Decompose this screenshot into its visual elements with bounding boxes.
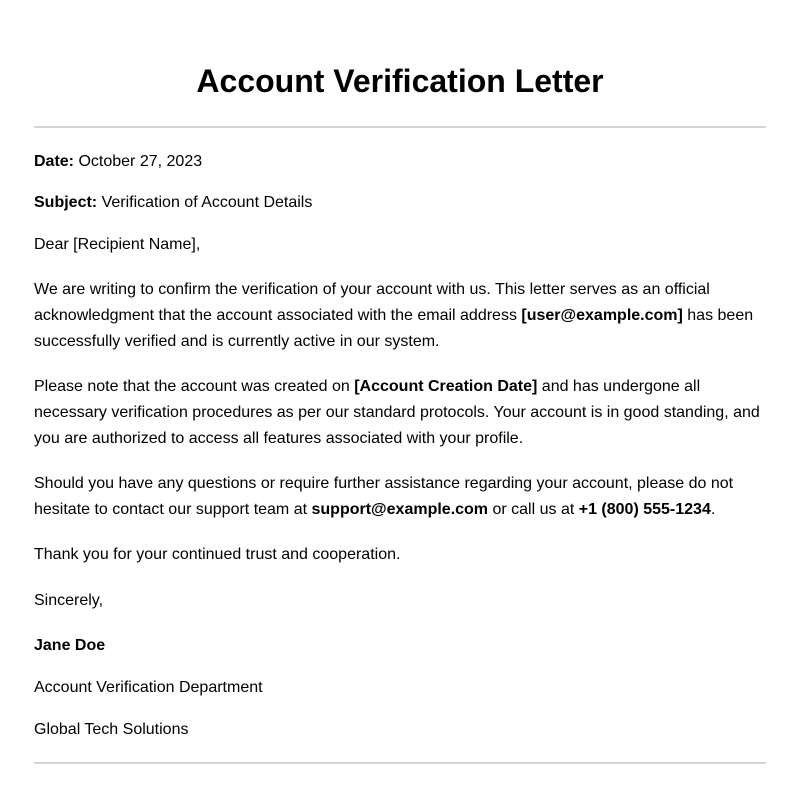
letter-title: Account Verification Letter — [196, 63, 604, 99]
subject-line — [34, 190, 766, 216]
paragraph-support — [34, 471, 766, 523]
paragraph-account-status — [34, 374, 766, 452]
date-line — [34, 149, 766, 175]
paragraph-verification-text-1: We are writing to confirm the verification of your account with us. This letter serves as an official acknowledgment that the account associated with the email address — [34, 281, 710, 324]
user-email: [user@example.com] — [521, 307, 683, 324]
paragraph-account-status-text-2: and has undergone all necessary verification procedures as per our standard protocols. Your account is in good standing, and you are authorized to access all features associated with your profile. — [34, 378, 760, 447]
signer-name — [34, 633, 766, 659]
paragraph-verification-text-2: has been successfully verified and is currently active in our system. — [34, 307, 754, 350]
closing-line: Sincerely, — [34, 592, 104, 609]
support-email: support@example.com — [311, 501, 489, 518]
paragraph-support-text-1: Should you have any questions or require further assistance regarding your account, please do not hesitate to contact our support team at — [34, 475, 734, 518]
date-label: Date: — [34, 153, 75, 170]
subject-label: Subject: — [34, 194, 98, 211]
paragraph-support-text-3: . — [710, 501, 716, 518]
paragraph-account-status-text-1: Please note that the account was created on — [34, 378, 355, 395]
signer-name-text: Jane Doe — [34, 637, 106, 654]
salutation: Dear [Recipient Name], — [34, 236, 201, 253]
bottom-divider — [34, 762, 766, 764]
date-value: October 27, 2023 — [78, 153, 203, 170]
signer-company: Global Tech Solutions — [34, 721, 189, 738]
top-divider — [34, 126, 766, 128]
paragraph-verification — [34, 277, 766, 355]
support-phone: +1 (800) 555-1234 — [578, 501, 711, 518]
account-creation-date: [Account Creation Date] — [354, 378, 538, 395]
paragraph-support-text-2: or call us at — [488, 501, 579, 518]
signer-department: Account Verification Department — [34, 679, 263, 696]
thanks-line: Thank you for your continued trust and cooperation. — [34, 546, 401, 563]
subject-value: Verification of Account Details — [101, 194, 313, 211]
